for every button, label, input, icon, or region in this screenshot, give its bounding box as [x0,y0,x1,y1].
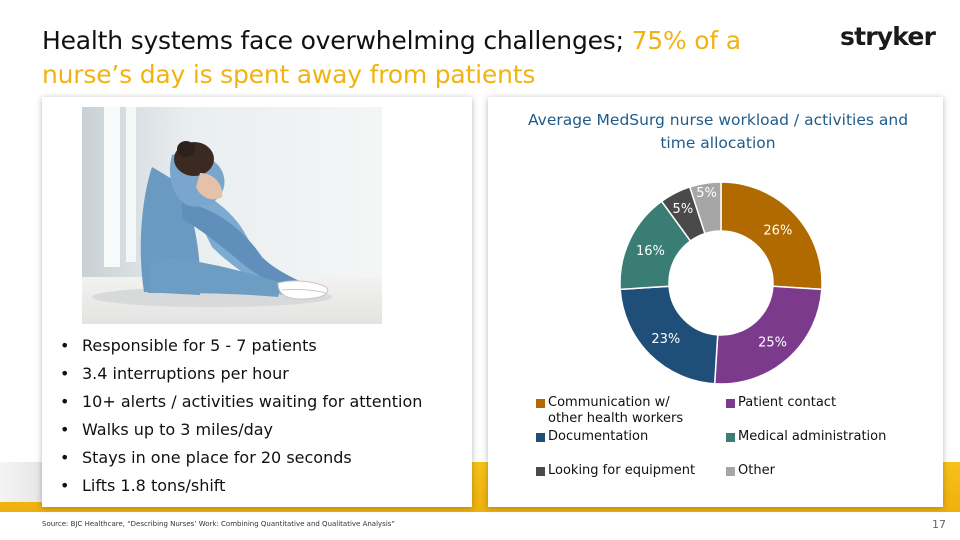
list-item: • Stays in one place for 20 seconds [56,444,466,472]
tired-nurse-photo [82,107,382,324]
slice-value-label: 25% [758,335,788,351]
legend-label: Communication w/ other health workers [548,395,684,426]
slice-value-label: 16% [635,243,665,259]
list-item: • Lifts 1.8 tons/shift [56,472,466,500]
slice-value-label: 26% [763,223,793,239]
list-item: • 3.4 interruptions per hour [56,360,466,388]
list-item: • 10+ alerts / activities waiting for attention [56,388,466,416]
legend-label: Looking for equipment [548,463,696,478]
bullet-icon: • [60,364,70,383]
legend-label: Patient contact [738,395,837,410]
legend-swatch [726,433,735,442]
title-main: Health systems face overwhelming challenges; [42,26,632,55]
title-accent: 75% of a nurse’s day is spent away from patients [42,26,741,89]
source-note: Source: BJC Healthcare, “Describing Nurses’ Work: Combining Quantitative and Qualitative Analysis” [42,520,396,528]
chart-title: Average MedSurg nurse workload / activities and time allocation [527,111,909,152]
slice-value-label: 23% [651,332,681,348]
nurse-facts-list [56,332,466,500]
legend-swatch [536,399,545,408]
legend-label: Medical administration [738,429,887,444]
list-item: • Responsible for 5 - 7 patients [56,332,466,360]
bullet-icon: • [60,476,70,495]
nurse-facts-card [42,97,472,507]
workload-chart-card [488,97,943,507]
list-item: • Walks up to 3 miles/day [56,416,466,444]
bullet-icon: • [60,420,70,439]
legend-swatch [726,467,735,476]
legend-label: Documentation [548,429,649,444]
bullet-icon: • [60,448,70,467]
bullet-icon: • [60,392,70,411]
page-number: 17 [932,518,946,531]
legend-swatch [536,467,545,476]
bottom-band-left-panel [0,462,42,502]
slide-title [42,24,822,92]
workload-donut-chart [488,97,943,397]
bullet-icon: • [60,336,70,355]
stryker-logo: stryker [840,22,936,51]
legend-swatch [536,433,545,442]
slice-value-label: 5% [672,202,694,218]
legend-label: Other [738,463,775,478]
legend-swatch [726,399,735,408]
slice-value-label: 5% [696,186,717,202]
